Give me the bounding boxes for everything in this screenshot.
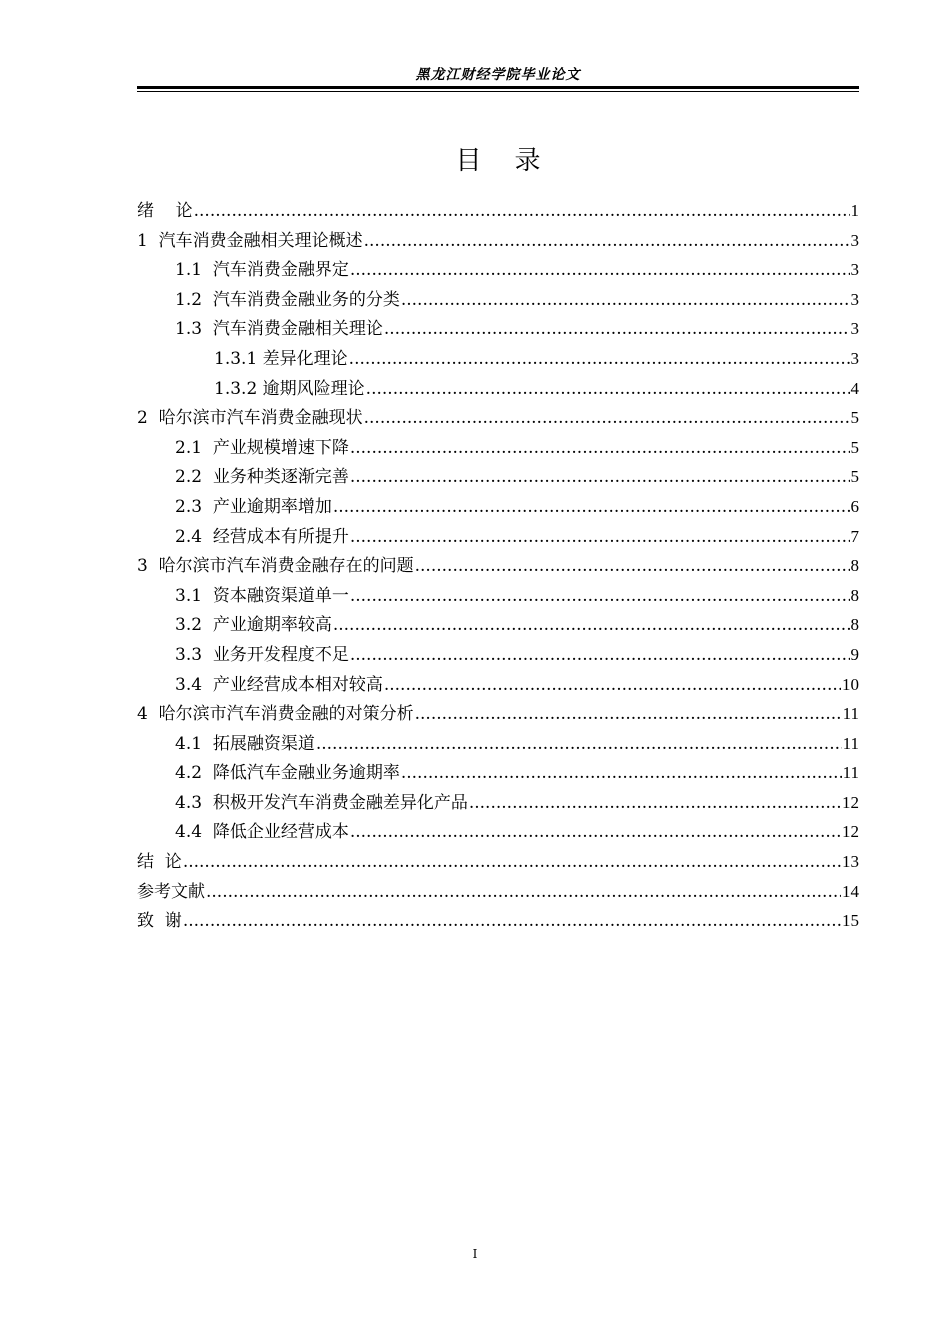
page-header-title: 黑龙江财经学院毕业论文 bbox=[415, 67, 581, 83]
toc-entry-label: 4.4 降低企业经营成本 bbox=[175, 822, 349, 843]
toc-dot-leader bbox=[350, 818, 841, 848]
toc-entry[interactable] bbox=[137, 906, 859, 936]
toc-dot-leader bbox=[384, 315, 850, 345]
toc-entry[interactable] bbox=[137, 729, 859, 759]
toc-entry-label: 1.3.2 逾期风险理论 bbox=[214, 378, 365, 399]
toc-entry[interactable] bbox=[137, 344, 859, 374]
header-rule-thin bbox=[137, 91, 859, 92]
toc-entry-page-number: 12 bbox=[842, 792, 859, 812]
toc-dot-leader bbox=[206, 878, 841, 908]
toc-dot-leader bbox=[366, 375, 850, 405]
toc-entry-page-number: 9 bbox=[850, 644, 859, 664]
toc-entry-label: 3.1 资本融资渠道单一 bbox=[175, 585, 349, 606]
toc-entry-label: 3.4 产业经营成本相对较高 bbox=[175, 674, 383, 695]
toc-entry-page-number: 14 bbox=[842, 881, 859, 901]
toc-dot-leader bbox=[350, 434, 850, 464]
toc-entry-label: 绪 论 bbox=[137, 201, 193, 221]
toc-entry[interactable] bbox=[137, 640, 859, 670]
toc-entry-page-number: 8 bbox=[850, 585, 859, 605]
toc-dot-leader bbox=[415, 552, 850, 582]
toc-dot-leader bbox=[183, 907, 841, 937]
toc-entry-page-number: 11 bbox=[842, 763, 859, 783]
toc-entry[interactable] bbox=[137, 285, 859, 315]
toc-entry-label: 参考文献 bbox=[137, 881, 205, 902]
toc-entry[interactable] bbox=[137, 758, 859, 788]
toc-entry-label: 1.3 汽车消费金融相关理论 bbox=[175, 319, 383, 340]
toc-entry[interactable] bbox=[137, 522, 859, 552]
toc-entry-label: 3.3 业务开发程度不足 bbox=[175, 644, 349, 665]
toc-entry-label: 2.1 产业规模增速下降 bbox=[175, 437, 349, 458]
toc-entry-label: 4.2 降低汽车金融业务逾期率 bbox=[175, 763, 400, 784]
toc-entry-page-number: 5 bbox=[850, 437, 859, 457]
toc-entry-page-number: 1 bbox=[850, 201, 859, 220]
toc-entry-page-number: 4 bbox=[850, 378, 859, 398]
toc-dot-leader bbox=[316, 730, 842, 760]
toc-entry-page-number: 13 bbox=[842, 852, 859, 872]
table-of-contents bbox=[137, 196, 859, 936]
toc-entry[interactable] bbox=[137, 226, 859, 256]
toc-dot-leader bbox=[194, 197, 850, 227]
toc-entry-label: 致 谢 bbox=[137, 911, 182, 932]
toc-entry[interactable] bbox=[137, 670, 859, 700]
page-number: I bbox=[472, 1247, 478, 1261]
toc-entry-page-number: 7 bbox=[850, 526, 859, 546]
toc-entry-label: 2.4 经营成本有所提升 bbox=[175, 526, 349, 547]
toc-entry[interactable] bbox=[137, 581, 859, 611]
toc-dot-leader bbox=[350, 256, 850, 286]
toc-entry-label: 3.2 产业逾期率较高 bbox=[175, 615, 332, 636]
toc-entry-page-number: 15 bbox=[842, 911, 859, 931]
toc-dot-leader bbox=[333, 611, 850, 641]
toc-entry[interactable] bbox=[137, 314, 859, 344]
toc-dot-leader bbox=[349, 345, 850, 375]
toc-dot-leader bbox=[384, 671, 841, 701]
toc-entry[interactable] bbox=[137, 788, 859, 818]
header-rule-thick bbox=[137, 86, 859, 89]
toc-entry[interactable] bbox=[137, 462, 859, 492]
toc-entry[interactable] bbox=[137, 433, 859, 463]
toc-dot-leader bbox=[469, 789, 841, 819]
toc-entry-page-number: 11 bbox=[842, 733, 859, 753]
toc-entry-page-number: 5 bbox=[850, 467, 859, 487]
toc-entry[interactable] bbox=[137, 551, 859, 581]
toc-dot-leader bbox=[415, 700, 842, 730]
toc-entry-page-number: 10 bbox=[842, 674, 859, 694]
toc-entry[interactable] bbox=[137, 847, 859, 877]
toc-entry-page-number: 3 bbox=[850, 230, 859, 250]
toc-dot-leader bbox=[333, 493, 850, 523]
toc-entry[interactable] bbox=[137, 403, 859, 433]
toc-entry-page-number: 11 bbox=[842, 704, 859, 724]
toc-entry-label: 2.2 业务种类逐渐完善 bbox=[175, 467, 349, 488]
toc-entry-label: 3 哈尔滨市汽车消费金融存在的问题 bbox=[137, 556, 414, 577]
toc-entry-page-number: 3 bbox=[850, 319, 859, 339]
toc-entry-page-number: 3 bbox=[850, 260, 859, 280]
toc-entry-label: 1.2 汽车消费金融业务的分类 bbox=[175, 289, 400, 310]
toc-entry-page-number: 12 bbox=[842, 822, 859, 842]
toc-entry[interactable] bbox=[137, 877, 859, 907]
toc-entry-page-number: 8 bbox=[850, 615, 859, 635]
toc-dot-leader bbox=[364, 227, 850, 257]
toc-dot-leader bbox=[350, 523, 850, 553]
toc-entry-page-number: 3 bbox=[850, 348, 859, 368]
toc-dot-leader bbox=[350, 582, 850, 612]
toc-entry-page-number: 6 bbox=[850, 496, 859, 516]
toc-entry-page-number: 5 bbox=[850, 408, 859, 428]
toc-dot-leader bbox=[401, 286, 850, 316]
toc-entry-label: 4.3 积极开发汽车消费金融差异化产品 bbox=[175, 792, 468, 813]
toc-entry[interactable] bbox=[137, 196, 859, 226]
toc-dot-leader bbox=[350, 463, 850, 493]
toc-dot-leader bbox=[350, 641, 850, 671]
toc-entry[interactable] bbox=[137, 374, 859, 404]
toc-entry-page-number: 8 bbox=[850, 556, 859, 576]
toc-entry-label: 1.1 汽车消费金融界定 bbox=[175, 260, 349, 281]
toc-entry-label: 2 哈尔滨市汽车消费金融现状 bbox=[137, 408, 363, 429]
toc-entry[interactable] bbox=[137, 699, 859, 729]
toc-entry-label: 结 论 bbox=[137, 852, 182, 873]
toc-entry-label: 4.1 拓展融资渠道 bbox=[175, 733, 315, 754]
toc-dot-leader bbox=[364, 404, 850, 434]
toc-dot-leader bbox=[183, 848, 841, 878]
toc-entry[interactable] bbox=[137, 610, 859, 640]
toc-entry-label: 1.3.1 差异化理论 bbox=[214, 348, 348, 369]
toc-entry[interactable] bbox=[137, 492, 859, 522]
toc-title: 目 录 bbox=[455, 146, 541, 176]
toc-dot-leader bbox=[401, 759, 842, 789]
toc-entry-page-number: 3 bbox=[850, 289, 859, 309]
toc-entry-label: 1 汽车消费金融相关理论概述 bbox=[137, 230, 363, 251]
toc-entry[interactable] bbox=[137, 255, 859, 285]
toc-entry-label: 2.3 产业逾期率增加 bbox=[175, 496, 332, 517]
toc-entry[interactable] bbox=[137, 817, 859, 847]
toc-entry-label: 4 哈尔滨市汽车消费金融的对策分析 bbox=[137, 704, 414, 725]
